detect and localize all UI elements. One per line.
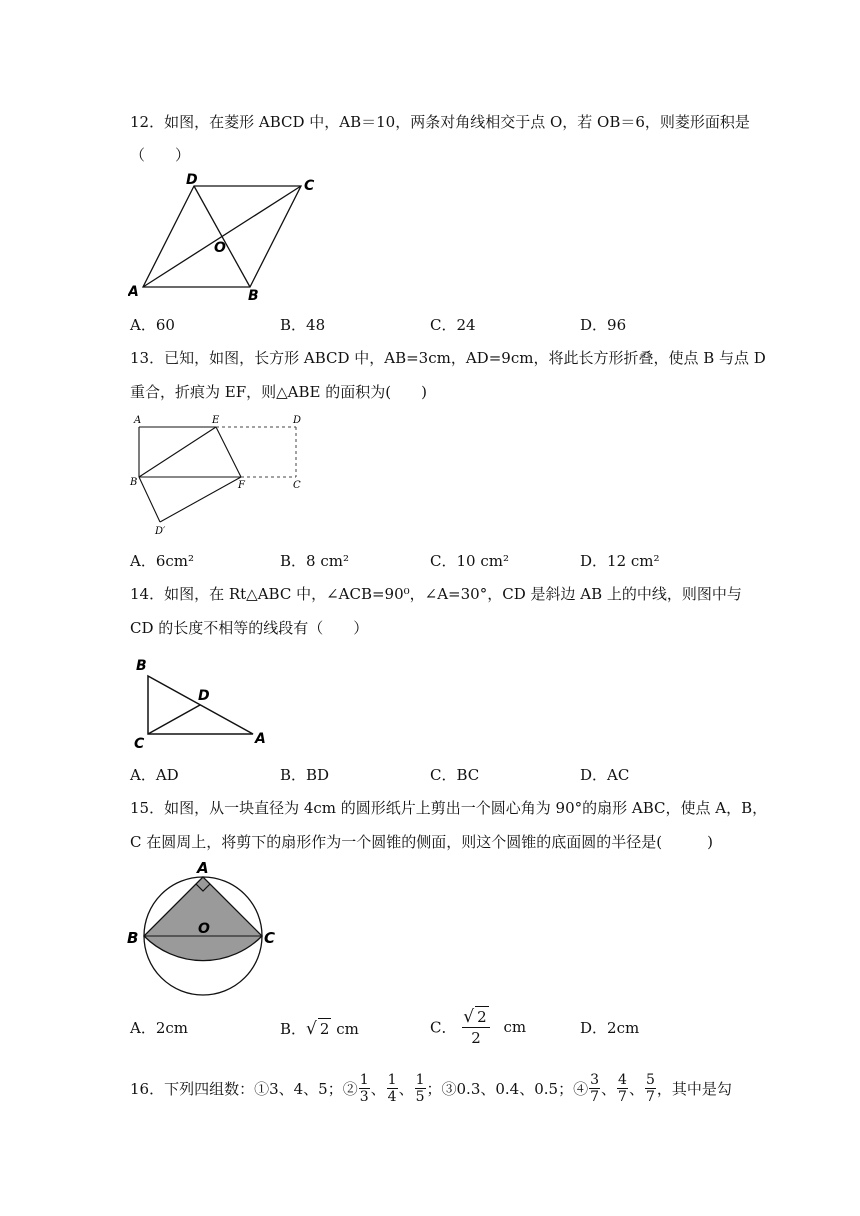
label-o: O [214,240,226,256]
q14-stem-line2: CD 的长度不相等的线段有（ ） [130,619,369,637]
q12-stem-line2: （ ） [130,146,191,164]
q14-option-d: D．AC [580,766,630,784]
q15-option-d: D．2cm [580,1019,640,1037]
label-c: C [264,929,276,947]
q14-option-c: C．BC [430,766,480,784]
option-b-radicand: 2 [319,1020,330,1038]
q12-option-a: A．60 [130,316,175,334]
label-c: C [304,178,315,194]
sqrt-sign-icon: √ [306,1019,317,1039]
rhombus-figure [128,172,328,304]
right-triangle-figure [128,654,273,754]
q14-option-b: B．BD [280,766,330,784]
label-d: D [293,415,302,426]
label-d: D [186,172,198,188]
label-a: A [255,731,266,747]
option-b-prefix: B． [280,1020,307,1038]
q15-stem-line2: C 在圆周上，将剪下的扇形作为一个圆锥的侧面，则这个圆锥的底面圆的半径是( ) [130,833,713,851]
label-c: C [293,480,301,491]
q12-option-b: B．48 [280,316,326,334]
label-a: A [128,284,139,300]
q13-option-a: A．6cm² [130,552,195,570]
label-b: B [136,658,147,674]
label-a: A [197,859,209,877]
q16-suffix: ，其中是勾 [656,1080,732,1098]
q12-option-d: D．96 [580,316,627,334]
fraction: $\frac{1}{4}$ [387,1072,397,1105]
option-c-denominator: 2 [471,1029,481,1047]
label-a: A [134,415,142,426]
q15-stem-line1: 15．如图，从一块直径为 4cm 的圆形纸片上剪出一个圆心角为 90°的扇形 ABC，使点 A，B， [130,799,768,817]
q16-middle: ；③0.3、0.4、0.5；④ [426,1080,589,1098]
fraction: $\frac{5}{7}$ [645,1072,655,1105]
fraction: $\frac{1}{5}$ [415,1072,425,1105]
q15-option-a: A．2cm [130,1019,189,1037]
label-b: B [248,288,259,304]
option-b-unit: cm [336,1020,359,1038]
folded-rectangle-figure [128,412,308,542]
label-e: E [212,415,220,426]
label-b: B [130,477,138,488]
label-d-prime: D′ [155,526,166,537]
option-c-prefix: C． [430,1018,457,1037]
q16-prefix: 16．下列四组数：①3、4、5；② [130,1080,358,1098]
q13-option-c: C．10 cm² [430,552,509,570]
option-c-numerator: 2 [477,1008,487,1026]
option-c-unit: cm [503,1018,527,1036]
q13-stem-line2: 重合，折痕为 EF，则△ABE 的面积为( ) [130,383,427,401]
q13-option-b: B．8 cm² [280,552,349,570]
label-d: D [198,688,210,704]
label-b: B [127,929,139,947]
circle-sector-figure [126,856,286,996]
q15-option-c [430,1006,526,1048]
q13-option-d: D．12 cm² [580,552,660,570]
q14-option-a: A．AD [130,766,179,784]
q12-option-c: C．24 [430,316,476,334]
label-f: F [238,480,245,491]
q14-stem-line1: 14．如图，在 Rt△ABC 中，∠ACB=90⁰，∠A=30°，CD 是斜边 AB 上的中线，则图中与 [130,585,742,603]
fraction: $\frac{4}{7}$ [618,1072,627,1105]
fraction: $\frac{1}{3}$ [359,1072,369,1105]
fraction: $\frac{3}{7}$ [590,1072,600,1105]
option-c-fraction [462,1006,489,1048]
q13-stem-line1: 13．已知，如图，长方形 ABCD 中，AB=3cm，AD=9cm，将此长方形折叠，使点 B 与点 D [130,349,766,367]
q15-option-b [280,1018,359,1039]
q16-stem: 16．下列四组数：①3、4、5；② $\frac{1}{3}$ 、 $\frac{1}{4}$ 、 $\frac{1}{5}$ ；③0.3、0.4、0.5；④ $\frac{3}{7}$ 、 $\frac{4}{7}$ 、 $\frac{5}{7}$ ，其中是勾 [130,1072,732,1105]
q12-stem-line1: 12．如图，在菱形 ABCD 中，AB＝10，两条对角线相交于点 O，若 OB＝6，则菱形面积是 [130,113,750,131]
label-c: C [134,736,145,752]
sqrt-sign-icon: √ [463,1007,475,1027]
label-o: O [198,921,210,937]
